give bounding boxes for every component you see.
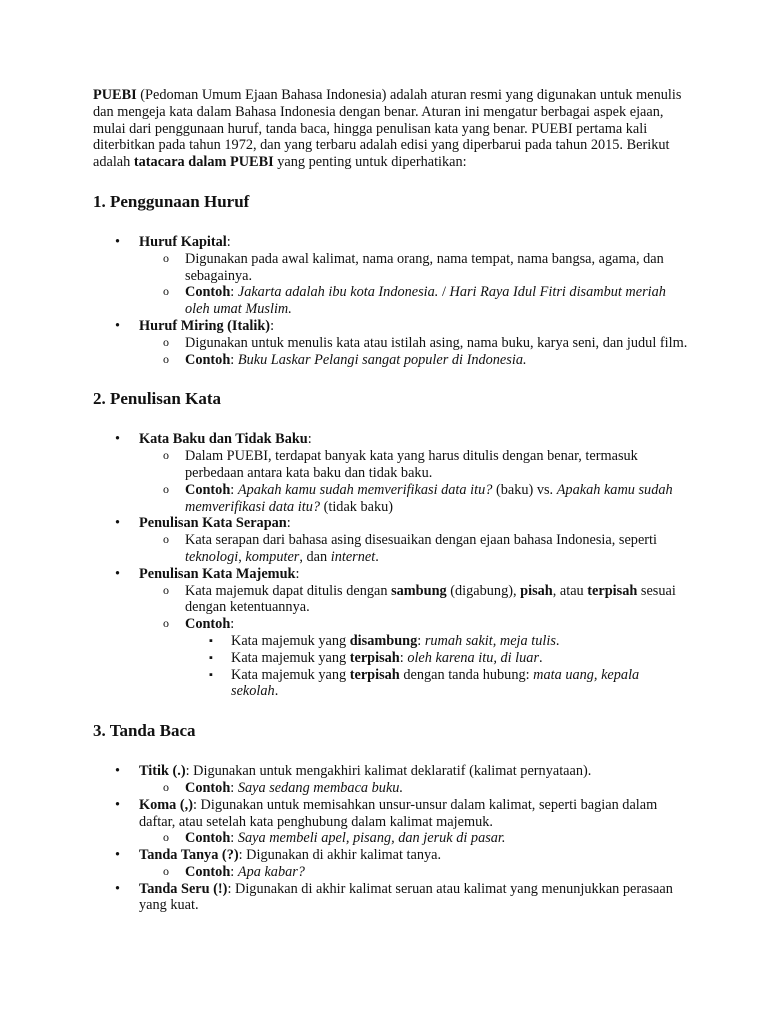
item-label: Titik (.) [139, 763, 186, 780]
intro-paragraph [93, 87, 688, 171]
section-heading-tanda-baca: 3. Tanda Baca [93, 721, 196, 741]
item-label: Kata Baku dan Tidak Baku [139, 431, 308, 448]
sub-item-example: o Contoh: Buku Laskar Pelangi sangat populer di Indonesia. [139, 352, 688, 369]
list-item-majemuk: • Penulisan Kata Majemuk: o Kata majemuk dapat ditulis dengan sambung (digabung), pisah, atau terpisah sesuai dengan ketentuannya. o Contoh: ▪ Kata majemuk yang disambung: rumah sakit, meja tulis. ▪ Kata majemuk yang terpisah: oleh karena itu, di luar. ▪ Kata majemuk yang terpisah dengan tanda hubung: mata uang, kepala sekolah. [93, 566, 688, 700]
sub-item-example: o Contoh: Saya sedang membaca buku. [139, 780, 688, 797]
sub-item: o Kata majemuk dapat ditulis dengan sambung (digabung), pisah, atau terpisah sesuai dengan ketentuannya. [139, 583, 688, 617]
sub-item: o Digunakan pada awal kalimat, nama orang, nama tempat, nama bangsa, agama, dan sebagainya. [139, 251, 688, 285]
item-label: Tanda Tanya (?) [139, 847, 239, 864]
list-item-miring: • Huruf Miring (Italik): o Digunakan untuk menulis kata atau istilah asing, nama buku, karya seni, dan judul film. o Contoh: Buku Laskar Pelangi sangat populer di Indonesia. [93, 318, 688, 368]
list-tanda-baca [93, 763, 688, 914]
list-item-baku: • Kata Baku dan Tidak Baku: o Dalam PUEBI, terdapat banyak kata yang harus ditulis dengan benar, termasuk perbedaan antara kata baku dan tidak baku. o Contoh: Apakah kamu sudah memverifikasi data itu? (baku) vs. Apakah kamu sudah memverifikasi data itu? (tidak baku) [93, 431, 688, 515]
list-item-seru: • Tanda Seru (!): Digunakan di akhir kalimat seruan atau kalimat yang menunjukkan perasaan yang kuat. [93, 881, 688, 915]
section-heading-huruf: 1. Penggunaan Huruf [93, 191, 250, 211]
list-item-kapital: • Huruf Kapital: o Digunakan pada awal kalimat, nama orang, nama tempat, nama bangsa, agama, dan sebagainya. o Contoh: Jakarta adalah ibu kota Indonesia. / Hari Raya Idul Fitri disambut meriah oleh umat Muslim. [93, 234, 688, 318]
list-item-koma: • Koma (,): Digunakan untuk memisahkan unsur-unsur dalam kalimat, seperti bagian dalam daftar, atau setelah kata penghubung dalam kalimat majemuk. o Contoh: Saya membeli apel, pisang, dan jeruk di pasar. [93, 797, 688, 847]
intro-text-end: yang penting untuk diperhatikan: [273, 154, 467, 171]
sub-item-example: o Contoh: Jakarta adalah ibu kota Indonesia. / Hari Raya Idul Fitri disambut meriah oleh umat Muslim. [139, 284, 688, 318]
puebi-term: PUEBI [93, 87, 137, 103]
item-label: Huruf Miring (Italik) [139, 317, 271, 334]
item-label: Penulisan Kata Majemuk [139, 565, 296, 582]
item-label: Tanda Seru (!) [139, 880, 228, 897]
sub-item-example: o Contoh: Apakah kamu sudah memverifikasi data itu? (baku) vs. Apakah kamu sudah memverifikasi data itu? (tidak baku) [139, 482, 688, 516]
list-item-titik: • Titik (.): Digunakan untuk mengakhiri kalimat deklaratif (kalimat pernyataan). o Contoh: Saya sedang membaca buku. [93, 763, 688, 797]
intro-text: (Pedoman Umum Ejaan Bahasa Indonesia) adalah aturan resmi yang digunakan untuk menulis dan mengeja kata dalam Bahasa Indonesia dengan benar. Aturan ini mengatur berbagai aspek ejaan, mulai dari penggunaan huruf, tanda baca, hingga penulisan kata yang benar. PUEBI pertama kali diterbitkan pada tahun 1972, dan yang terbaru adalah edisi yang diperbarui pada tahun 2015. Berikut adalah [93, 87, 682, 171]
sub-item: o Digunakan untuk menulis kata atau istilah asing, nama buku, karya seni, dan judul film. [139, 335, 688, 352]
list-item-tanya: • Tanda Tanya (?): Digunakan di akhir kalimat tanya. o Contoh: Apa kabar? [93, 847, 688, 881]
intro-emphasis: tatacara dalam PUEBI [133, 154, 274, 171]
list-huruf [93, 234, 688, 368]
sub-item: o Dalam PUEBI, terdapat banyak kata yang harus ditulis dengan benar, termasuk perbedaan antara kata baku dan tidak baku. [139, 448, 688, 482]
section-heading-penulisan-kata: 2. Penulisan Kata [93, 389, 221, 409]
sub-item-example: o Contoh: Apa kabar? [139, 864, 688, 881]
item-label: Koma (,) [139, 796, 193, 813]
list-item-serapan: • Penulisan Kata Serapan: o Kata serapan dari bahasa asing disesuaikan dengan ejaan bahasa Indonesia, seperti teknologi, komputer, dan internet. [93, 515, 688, 565]
item-label: Penulisan Kata Serapan [139, 515, 287, 532]
item-label: Huruf Kapital [139, 233, 227, 250]
sub-item-example: o Contoh: ▪ Kata majemuk yang disambung: rumah sakit, meja tulis. ▪ Kata majemuk yang terpisah: oleh karena itu, di luar. ▪ Kata majemuk yang terpisah dengan tanda hubung: mata uang, kepala sekolah. [139, 616, 688, 700]
sub-sub-item: ▪ Kata majemuk yang terpisah: oleh karena itu, di luar. [185, 650, 688, 667]
sub-sub-item: ▪ Kata majemuk yang disambung: rumah sakit, meja tulis. [185, 633, 688, 650]
sub-sub-item: ▪ Kata majemuk yang terpisah dengan tanda hubung: mata uang, kepala sekolah. [185, 667, 688, 701]
sub-item-example: o Contoh: Saya membeli apel, pisang, dan jeruk di pasar. [139, 830, 688, 847]
sub-item: o Kata serapan dari bahasa asing disesuaikan dengan ejaan bahasa Indonesia, seperti teknologi, komputer, dan internet. [139, 532, 688, 566]
list-penulisan-kata [93, 431, 688, 700]
